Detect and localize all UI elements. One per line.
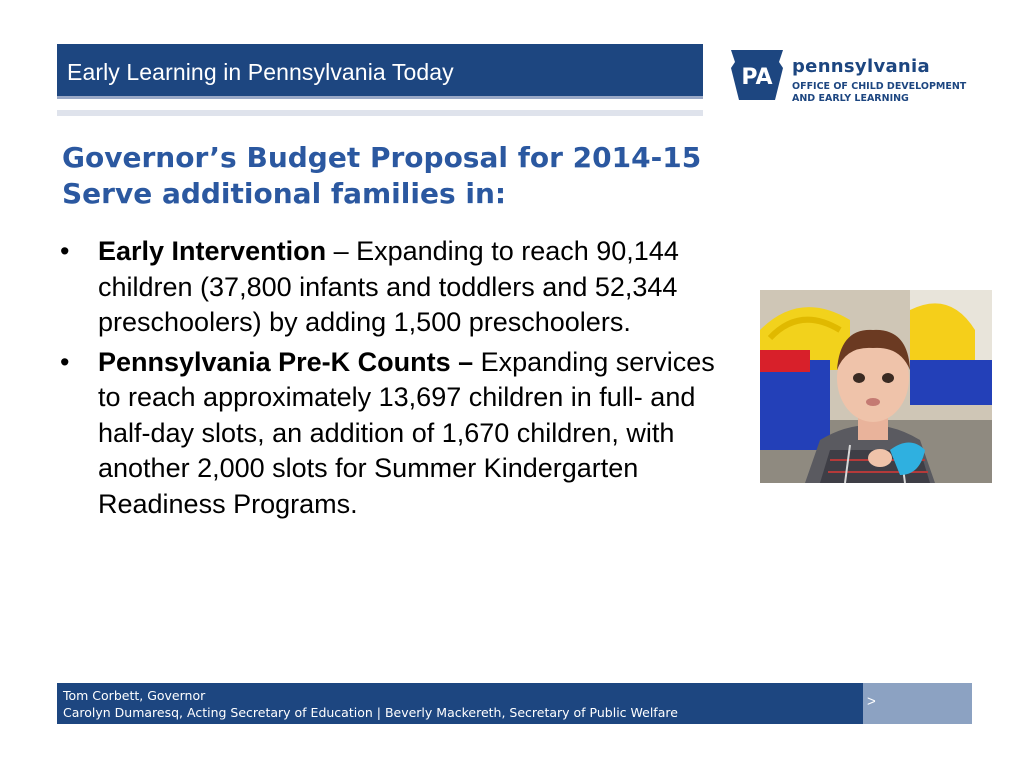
child-photo (760, 290, 992, 483)
bullet-text: – Expanding to reach 90,144 children (37,800 infants and toddlers and 52,344 preschoolers) by adding 1,500 preschoolers. (98, 236, 679, 337)
next-arrow-icon: > (867, 693, 876, 710)
bullet-icon: • (60, 236, 70, 266)
slide-title-line1: Governor’s Budget Proposal for 2014-15 (62, 141, 702, 174)
logo-department (792, 81, 992, 105)
footer-governor: Tom Corbett, Governor (63, 688, 206, 703)
logo-department-line1: OFFICE OF CHILD DEVELOPMENT (792, 81, 967, 92)
logo-badge: PA (741, 65, 773, 90)
logo-name: pennsylvania (792, 56, 930, 77)
slide-title-line2: Serve additional families in: (62, 177, 507, 210)
keystone-icon (727, 46, 787, 104)
pennsylvania-ocdel-logo (727, 44, 987, 106)
slide-title (62, 140, 752, 212)
header-divider (57, 110, 703, 116)
bullet-icon: • (60, 346, 70, 377)
footer-bar (57, 683, 863, 724)
bullet-text: Expanding services to reach approximately 13,697 children in full- and half-day slots, an addition of 1,670 children, with another 2,000 slots for Summer Kindergarten Readiness Programs. (98, 346, 715, 519)
header-bar (57, 44, 703, 99)
logo-department-line2: AND EARLY LEARNING (792, 93, 909, 104)
bullet-heading: Pennsylvania Pre-K Counts – (98, 346, 474, 377)
footer-secretaries: Carolyn Dumaresq, Acting Secretary of Education | Beverly Mackereth, Secretary of Public Welfare (63, 705, 678, 720)
header-title: Early Learning in Pennsylvania Today (67, 59, 454, 85)
bullet-heading: Early Intervention (98, 236, 327, 266)
child-photo-illustration (760, 290, 992, 483)
bullet-item-pre-k-counts (60, 345, 728, 523)
bullet-item-early-intervention (60, 234, 728, 341)
bullet-list (60, 234, 728, 526)
next-slide-button[interactable] (863, 683, 972, 724)
